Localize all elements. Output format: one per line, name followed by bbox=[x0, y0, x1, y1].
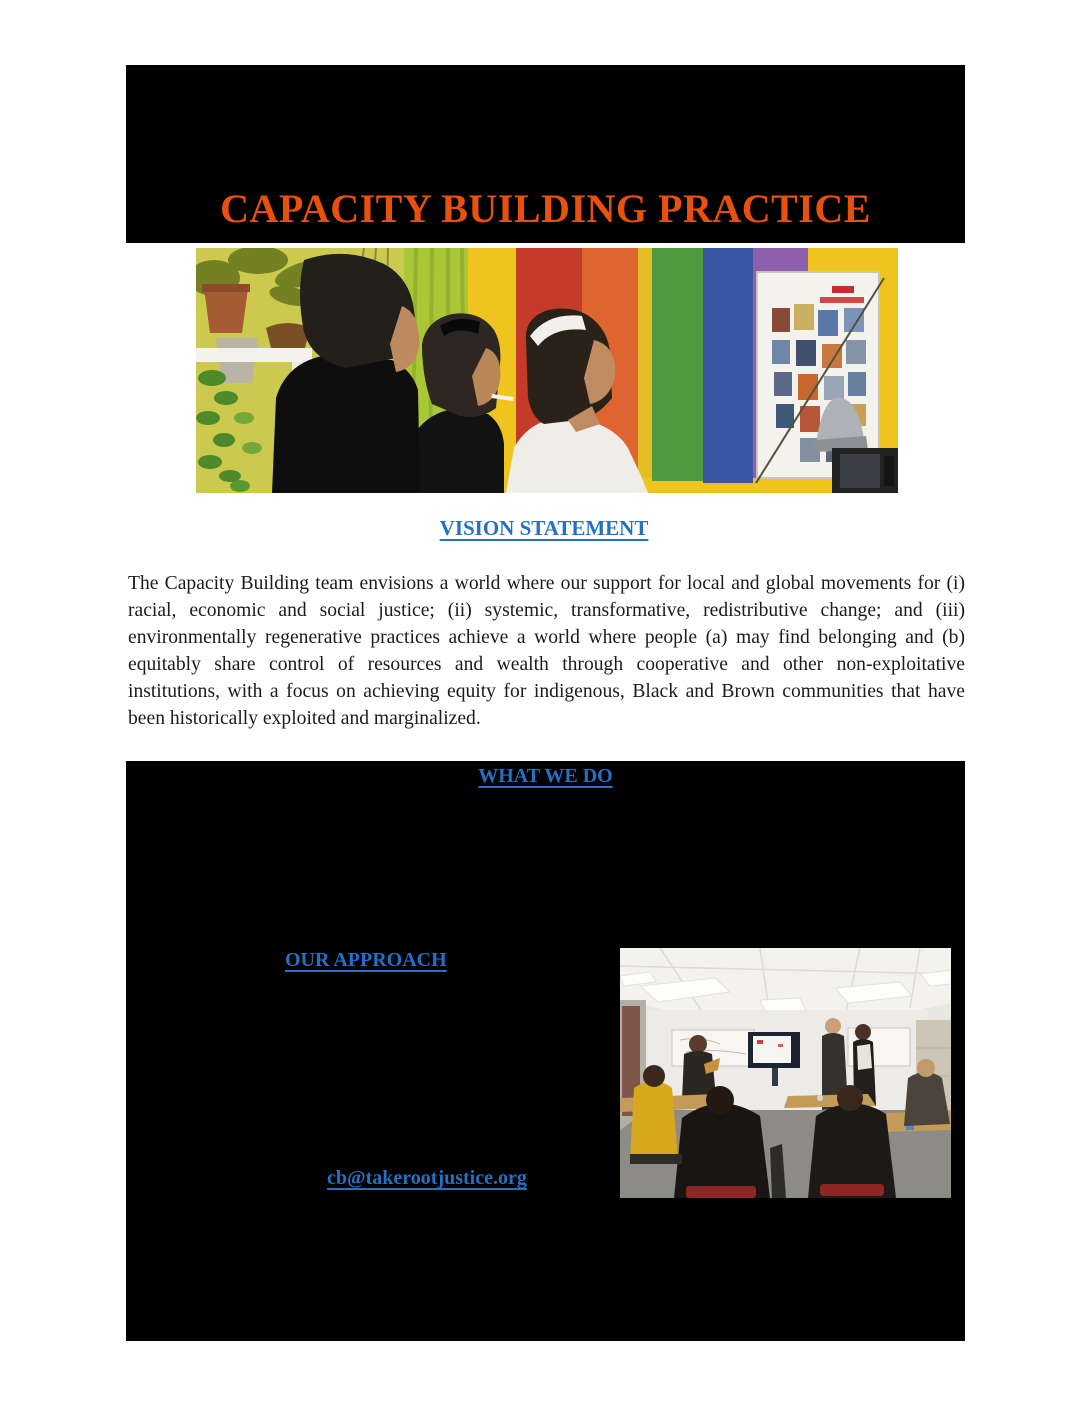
tv-set bbox=[832, 448, 898, 493]
vision-body-paragraph: The Capacity Building team envisions a world where our support for local and global movements for (i) racial, economic and social justice; (ii) systemic, transformative, redistributive change; and (iii) environmentally regenerative practices achieve a world where people (a) may find belonging and (b) equitably share control of resources and wealth through cooperative and other non-exploitative institutions, with a focus on achieving equity for indigenous, Black and Brown communities that have been historically exploited and marginalized. bbox=[128, 573, 965, 729]
what-we-do-heading bbox=[126, 765, 965, 788]
classroom-photo-illustration bbox=[620, 948, 951, 1198]
rainbow-flag-photo-illustration bbox=[196, 248, 898, 493]
what-we-do-section bbox=[126, 761, 965, 1341]
what-we-do-link[interactable]: WHAT WE DO bbox=[478, 765, 613, 787]
page-title: CAPACITY BUILDING PRACTICE bbox=[220, 186, 871, 231]
vision-statement-heading bbox=[0, 516, 1088, 541]
header-banner bbox=[126, 65, 965, 243]
our-approach-heading bbox=[285, 949, 447, 972]
our-approach-link[interactable]: OUR APPROACH bbox=[285, 949, 447, 971]
rainbow-flag-photo bbox=[196, 248, 898, 493]
vision-statement-link[interactable]: VISION STATEMENT bbox=[439, 516, 649, 540]
classroom-photo bbox=[620, 948, 951, 1198]
white-shelf bbox=[196, 348, 312, 362]
terracotta-pot bbox=[204, 288, 248, 333]
email-link[interactable]: cb@takerootjustice.org bbox=[327, 1167, 527, 1189]
